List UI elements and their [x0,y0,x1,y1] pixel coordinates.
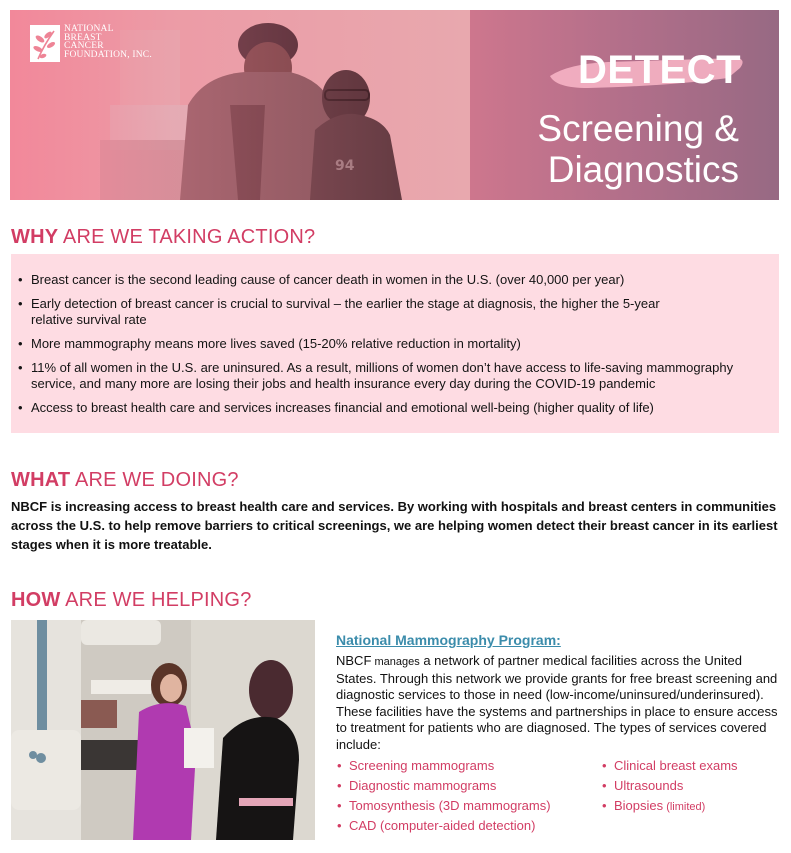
service-item: • Screening mammograms [336,756,601,776]
photo-mammography-room-icon [11,620,315,840]
logo-line: FOUNDATION, INC. [64,49,152,60]
service-item: • Clinical breast exams [601,756,738,776]
subtitle-line-1: Screening & [537,108,739,149]
service-item-label: Biopsies [614,798,664,813]
detect-heading-wrap [578,48,741,92]
branch-logo-icon [30,25,60,62]
logo-line: BREAST [64,32,102,43]
why-item: • Access to breast health care and services increases financial and emotional well-being (higher quality of life) [11,400,771,416]
service-item: • Diagnostic mammograms [336,776,601,796]
service-item [601,796,738,817]
services-column-1 [336,756,601,836]
mammography-photo [11,620,315,840]
why-heading-rest: ARE WE TAKING ACTION? [58,226,316,248]
logo-line: CANCER [64,41,104,51]
services-list [336,756,786,836]
program-body-lead: NBCF [336,653,372,668]
service-item: • Ultrasounds [601,776,738,796]
why-heading [11,226,315,249]
what-heading [11,469,239,492]
program-body-small: manages [371,656,420,668]
program-body [336,653,786,753]
why-item: • Breast cancer is the second leading cause of cancer death in women in the U.S. (over 40,000 per year) [11,272,771,288]
what-heading-rest: ARE WE DOING? [70,469,239,491]
why-panel [11,254,779,433]
why-item: • Early detection of breast cancer is crucial to survival – the earlier the stage at diagnosis, the higher the 5-year relative survival rate [11,296,691,328]
page-headline: DETECT [578,48,741,92]
program-section [336,630,786,836]
what-body: NBCF is increasing access to breast health care and services. By working with hospitals and breast centers in communities across the U.S. to help remove barriers to critical screenings, we are helping women detect their breast cancer in its earliest stages when it is more treatable. [11,499,778,552]
service-item: • Tomosynthesis (3D mammograms) [336,796,601,816]
why-list [11,272,771,424]
nbcf-logo [30,25,152,62]
service-item: • CAD (computer-aided detection) [336,816,601,836]
subtitle-line-2: Diagnostics [547,149,739,190]
why-item: • 11% of all women in the U.S. are uninsured. As a result, millions of women don’t have access to life-saving mammography service, and many more are losing their jobs and health insurance every day during the COVID-19 pandemic [11,360,781,392]
how-heading-bold: HOW [11,589,61,611]
what-heading-bold: WHAT [11,469,71,491]
program-body-rest: a network of partner medical facilities across the United States. Through this network we provide grants for free breast screening and diagnostic services to those in need (low-income/uninsured/underinsured). These facilities have the systems and partnerships in place to ensure access to treatment for patients who are diagnosed. The types of services covered include: [336,653,778,752]
how-heading [11,589,252,612]
why-heading-bold: WHY [11,226,59,248]
logo-line: NATIONAL [64,24,114,34]
services-column-2 [601,756,738,836]
why-item: • More mammography means more lives saved (15-20% relative reduction in mortality) [11,336,771,352]
program-title-link[interactable]: National Mammography Program: [336,632,561,648]
how-heading-rest: ARE WE HELPING? [60,589,252,611]
service-item-note: (limited) [663,801,706,813]
hero-banner [10,10,779,200]
page-subtitle [537,108,739,190]
